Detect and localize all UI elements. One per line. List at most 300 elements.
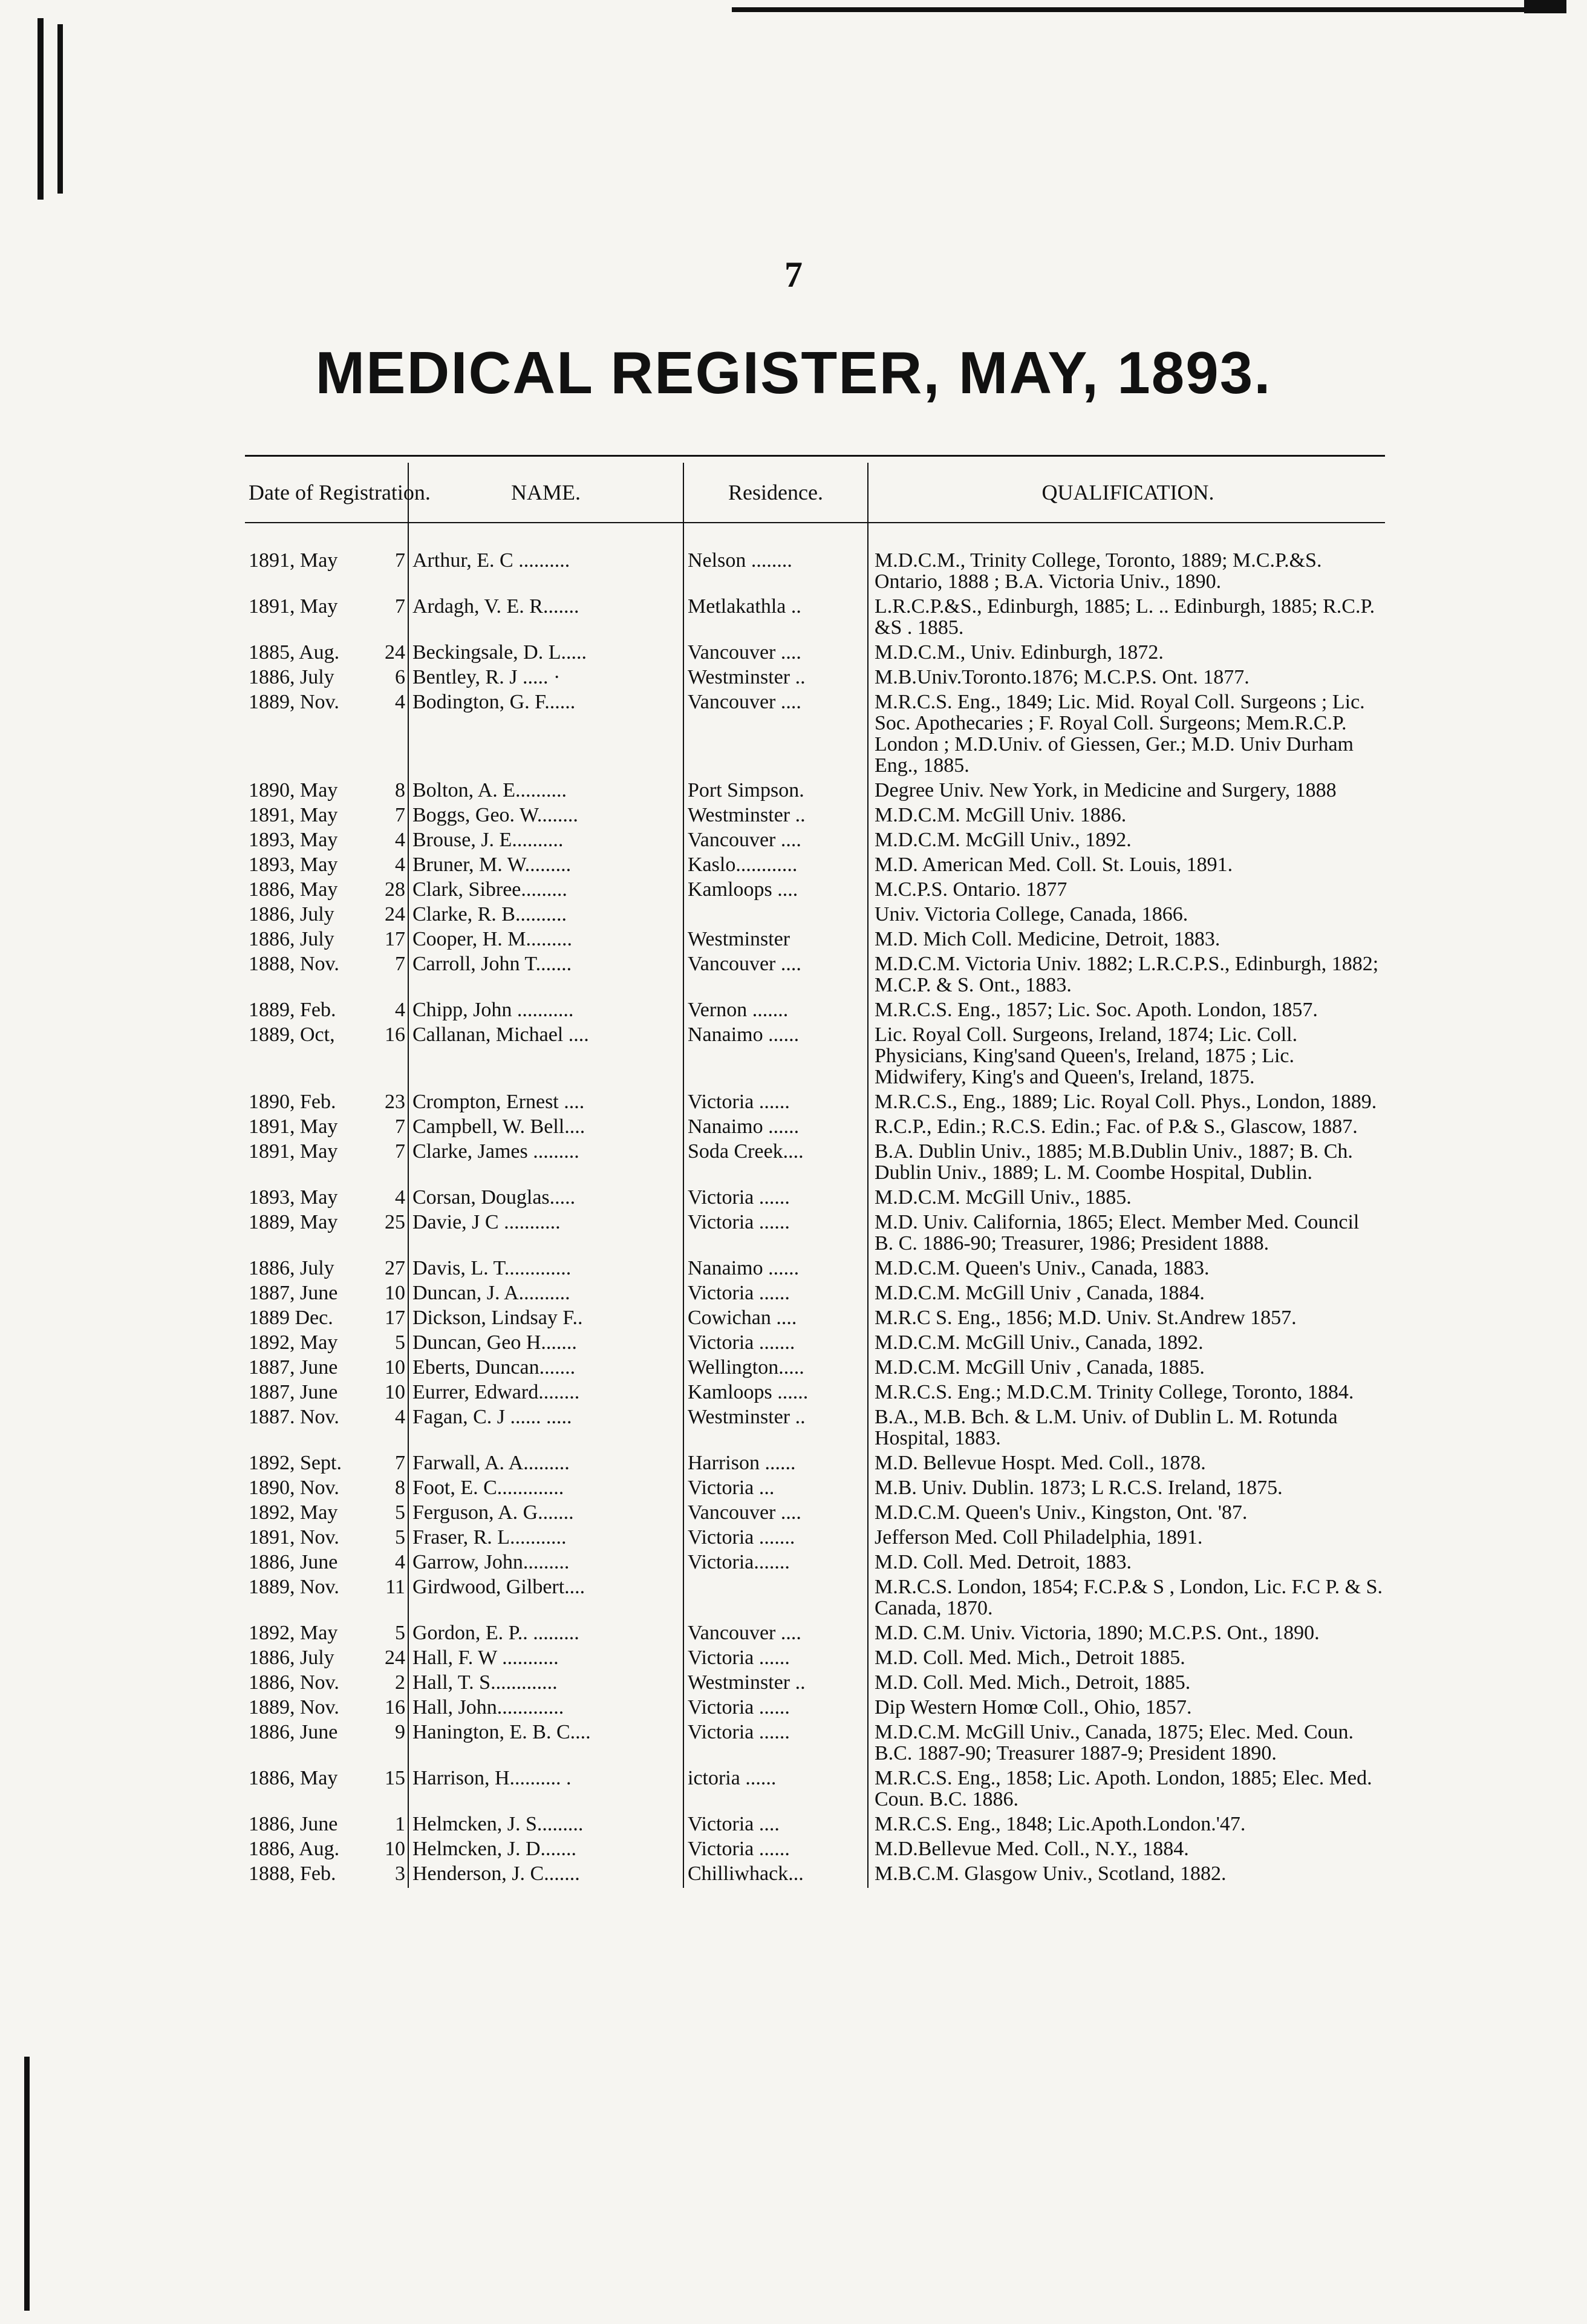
- registration-date-cell: [245, 1502, 408, 1527]
- registration-date: 1893, May: [249, 829, 338, 851]
- registration-day: 10: [385, 1356, 405, 1379]
- registration-date-cell: [245, 1647, 408, 1672]
- registration-day: 4: [395, 691, 405, 713]
- registration-date-cell: [245, 1697, 408, 1722]
- qualification: M.D.C.M. McGill Univ., 1885.: [875, 1186, 1132, 1209]
- registration-date: 1890, Nov.: [249, 1477, 339, 1499]
- table-row: [245, 1502, 1385, 1527]
- qualification: M.D.C.M. Queen's Univ., Canada, 1883.: [875, 1257, 1210, 1279]
- table-row: [245, 1307, 1385, 1332]
- residence: Soda Creek....: [683, 1141, 868, 1187]
- qualification: B.A., M.B. Bch. & L.M. Univ. of Dublin L. M. Rotunda Hospital, 1883.: [875, 1406, 1338, 1449]
- practitioner-name: Harrison, H.......... .: [408, 1767, 683, 1813]
- registration-day: 10: [385, 1838, 405, 1860]
- registration-date-cell: [245, 1527, 408, 1552]
- table-row: [245, 1406, 1385, 1452]
- registration-day: 5: [395, 1331, 405, 1354]
- qualification: M.R.C.S. Eng., 1857; Lic. Soc. Apoth. London, 1857.: [875, 999, 1318, 1021]
- registration-date-cell: [245, 953, 408, 999]
- practitioner-name: Davie, J C ...........: [408, 1212, 683, 1258]
- practitioner-name: Hanington, E. B. C....: [408, 1722, 683, 1767]
- registration-date: 1891, May: [249, 595, 338, 618]
- practitioner-name: Crompton, Ernest ....: [408, 1091, 683, 1116]
- residence: Chilliwhack...: [683, 1863, 868, 1888]
- residence: Wellington.....: [683, 1357, 868, 1382]
- registration-date: 1887, June: [249, 1282, 338, 1304]
- qualification: M.D.C.M. Victoria Univ. 1882; L.R.C.P.S., Edinburgh, 1882; M.C.P. & S. Ont., 1883.: [875, 953, 1379, 996]
- residence: Westminster ..: [683, 667, 868, 691]
- registration-date: 1890, Feb.: [249, 1091, 336, 1113]
- residence: Metlakathla ..: [683, 596, 868, 642]
- registration-date-cell: [245, 929, 408, 953]
- table-row: [245, 642, 1385, 667]
- practitioner-name: Campbell, W. Bell....: [408, 1116, 683, 1141]
- registration-day: 10: [385, 1381, 405, 1403]
- practitioner-name: Garrow, John.........: [408, 1552, 683, 1576]
- registration-date: 1892, May: [249, 1501, 338, 1524]
- registration-date-cell: [245, 1332, 408, 1357]
- registration-day: 7: [395, 1115, 405, 1138]
- practitioner-name: Arthur, E. C ..........: [408, 523, 683, 596]
- table-row: [245, 1091, 1385, 1116]
- practitioner-name: Ferguson, A. G.......: [408, 1502, 683, 1527]
- residence: Nanaimo ......: [683, 1024, 868, 1091]
- registration-day: 6: [395, 666, 405, 688]
- qualification: M.D.C.M., Univ. Edinburgh, 1872.: [875, 641, 1164, 664]
- residence: Kamloops ....: [683, 879, 868, 904]
- table-row: [245, 780, 1385, 805]
- registration-date: 1888, Nov.: [249, 953, 339, 975]
- header-residence: Residence.: [683, 463, 868, 523]
- practitioner-name: Ardagh, V. E. R.......: [408, 596, 683, 642]
- header-qualification: QUALIFICATION.: [868, 463, 1385, 523]
- qualification: M.B.Univ.Toronto.1876; M.C.P.S. Ont. 1877.: [875, 666, 1250, 688]
- registration-day: 7: [395, 1452, 405, 1474]
- qualification: M.D. C.M. Univ. Victoria, 1890; M.C.P.S. Ont., 1890.: [875, 1622, 1320, 1644]
- practitioner-name: Gordon, E. P.. .........: [408, 1622, 683, 1647]
- practitioner-name: Callanan, Michael ....: [408, 1024, 683, 1091]
- scan-edge-mark: [24, 2057, 30, 2311]
- practitioner-name: Clarke, R. B..........: [408, 904, 683, 929]
- practitioner-name: Fraser, R. L...........: [408, 1527, 683, 1552]
- table-row: [245, 1552, 1385, 1576]
- practitioner-name: Duncan, Geo H.......: [408, 1332, 683, 1357]
- registration-day: 4: [395, 1551, 405, 1573]
- registration-day: 7: [395, 953, 405, 975]
- practitioner-name: Henderson, J. C.......: [408, 1863, 683, 1888]
- registration-date-cell: [245, 1863, 408, 1888]
- scan-edge-mark: [37, 18, 44, 200]
- registration-date: 1891, May: [249, 804, 338, 826]
- registration-day: 16: [385, 1696, 405, 1719]
- practitioner-name: Eurrer, Edward........: [408, 1382, 683, 1406]
- qualification: Jefferson Med. Coll Philadelphia, 1891.: [875, 1526, 1203, 1549]
- registration-date: 1886, July: [249, 1647, 334, 1669]
- qualification: M.D.C.M. Queen's Univ., Kingston, Ont. '87.: [875, 1501, 1248, 1524]
- registration-date-cell: [245, 523, 408, 596]
- registration-date: 1892, May: [249, 1331, 338, 1354]
- practitioner-name: Boggs, Geo. W........: [408, 805, 683, 829]
- residence: Nelson ........: [683, 523, 868, 596]
- residence: Kamloops ......: [683, 1382, 868, 1406]
- practitioner-name: Eberts, Duncan.......: [408, 1357, 683, 1382]
- registration-day: 24: [385, 1647, 405, 1669]
- practitioner-name: Dickson, Lindsay F..: [408, 1307, 683, 1332]
- registration-date-cell: [245, 1552, 408, 1576]
- registration-day: 10: [385, 1282, 405, 1304]
- scan-edge-mark: [57, 24, 63, 194]
- practitioner-name: Duncan, J. A..........: [408, 1282, 683, 1307]
- registration-day: 24: [385, 903, 405, 925]
- qualification: R.C.P., Edin.; R.C.S. Edin.; Fac. of P.& S., Glascow, 1887.: [875, 1115, 1358, 1138]
- practitioner-name: Helmcken, J. D.......: [408, 1838, 683, 1863]
- table-row: [245, 1452, 1385, 1477]
- qualification: M.D. Bellevue Hospt. Med. Coll., 1878.: [875, 1452, 1206, 1474]
- registration-day: 5: [395, 1501, 405, 1524]
- table-row: [245, 1813, 1385, 1838]
- registration-day: 2: [395, 1671, 405, 1694]
- registration-day: 4: [395, 854, 405, 876]
- practitioner-name: Girdwood, Gilbert....: [408, 1576, 683, 1622]
- qualification: M.R.C.S. London, 1854; F.C.P.& S , London, Lic. F.C P. & S. Canada, 1870.: [875, 1576, 1383, 1619]
- practitioner-name: Bruner, M. W.........: [408, 854, 683, 879]
- header-date: Date of Registration.: [245, 463, 408, 523]
- registration-day: 4: [395, 999, 405, 1021]
- registration-date-cell: [245, 879, 408, 904]
- residence: Nanaimo ......: [683, 1258, 868, 1282]
- register-body: [245, 523, 1385, 1888]
- registration-date: 1891, May: [249, 1140, 338, 1163]
- table-row: [245, 1722, 1385, 1767]
- residence: Port Simpson.: [683, 780, 868, 805]
- registration-date: 1886, Nov.: [249, 1671, 339, 1694]
- registration-day: 5: [395, 1526, 405, 1549]
- qualification: M.D.C.M. McGill Univ , Canada, 1885.: [875, 1356, 1205, 1379]
- registration-day: 17: [385, 928, 405, 950]
- residence: Vancouver ....: [683, 642, 868, 667]
- qualification: M.R.C.S. Eng., 1849; Lic. Mid. Royal Coll. Surgeons ; Lic. Soc. Apothecaries ; F. Royal Coll. Surgeons; Mem.R.C.P. London ; M.D.Univ. of Giessen, Ger.; M.D. Univ Durham Eng., 1885.: [875, 691, 1365, 777]
- registration-date: 1886, May: [249, 878, 338, 901]
- registration-date-cell: [245, 1187, 408, 1212]
- scan-top-mark: [1524, 0, 1566, 13]
- qualification: M.D.Bellevue Med. Coll., N.Y., 1884.: [875, 1838, 1189, 1860]
- table-row: [245, 1382, 1385, 1406]
- qualification: M.D. Coll. Med. Mich., Detroit, 1885.: [875, 1671, 1191, 1694]
- table-row: [245, 523, 1385, 596]
- residence: Vancouver ....: [683, 1502, 868, 1527]
- registration-date-cell: [245, 642, 408, 667]
- registration-day: 9: [395, 1721, 405, 1743]
- table-row: [245, 1258, 1385, 1282]
- practitioner-name: Beckingsale, D. L.....: [408, 642, 683, 667]
- registration-date: 1886, July: [249, 666, 334, 688]
- practitioner-name: Helmcken, J. S.........: [408, 1813, 683, 1838]
- registration-date-cell: [245, 904, 408, 929]
- practitioner-name: Farwall, A. A.........: [408, 1452, 683, 1477]
- residence: Victoria .......: [683, 1527, 868, 1552]
- registration-date-cell: [245, 1024, 408, 1091]
- registration-date-cell: [245, 1813, 408, 1838]
- header-row: [245, 463, 1385, 523]
- residence: Victoria ......: [683, 1282, 868, 1307]
- practitioner-name: Chipp, John ...........: [408, 999, 683, 1024]
- registration-date-cell: [245, 1722, 408, 1767]
- residence: Victoria ....: [683, 1813, 868, 1838]
- registration-day: 27: [385, 1257, 405, 1279]
- practitioner-name: Bodington, G. F......: [408, 691, 683, 780]
- registration-day: 4: [395, 1406, 405, 1428]
- table-row: [245, 1838, 1385, 1863]
- qualification: M.D.C.M. McGill Univ., Canada, 1875; Elec. Med. Coun. B.C. 1887-90; Treasurer 1887-9; President 1890.: [875, 1721, 1354, 1764]
- registration-date-cell: [245, 1282, 408, 1307]
- registration-date: 1887. Nov.: [249, 1406, 339, 1428]
- residence: [683, 1576, 868, 1622]
- qualification: M.C.P.S. Ontario. 1877: [875, 878, 1067, 901]
- registration-day: 28: [385, 878, 405, 901]
- registration-day: 4: [395, 829, 405, 851]
- registration-day: 3: [395, 1862, 405, 1885]
- registration-day: 11: [385, 1576, 405, 1598]
- qualification: L.R.C.P.&S., Edinburgh, 1885; L. .. Edinburgh, 1885; R.C.P. &S . 1885.: [875, 595, 1375, 639]
- registration-date: 1886, July: [249, 1257, 334, 1279]
- residence: Westminster: [683, 929, 868, 953]
- residence: Vancouver ....: [683, 1622, 868, 1647]
- registration-date: 1887, June: [249, 1381, 338, 1403]
- table-row: [245, 1672, 1385, 1697]
- registration-date: 1888, Feb.: [249, 1862, 336, 1885]
- qualification: M.D. Coll. Med. Detroit, 1883.: [875, 1551, 1132, 1573]
- table-row: [245, 691, 1385, 780]
- table-row: [245, 1576, 1385, 1622]
- qualification: M.D. American Med. Coll. St. Louis, 1891.: [875, 854, 1233, 876]
- registration-date: 1889, Oct,: [249, 1023, 335, 1046]
- practitioner-name: Carroll, John T.......: [408, 953, 683, 999]
- residence: Nanaimo ......: [683, 1116, 868, 1141]
- registration-date: 1893, May: [249, 1186, 338, 1209]
- qualification: Lic. Royal Coll. Surgeons, Ireland, 1874; Lic. Coll. Physicians, King'sand Queen's, Ireland, 1875 ; Lic. Midwifery, King's and Queen's, Ireland, 1875.: [875, 1023, 1298, 1088]
- qualification: M.D.C.M. McGill Univ., Canada, 1892.: [875, 1331, 1204, 1354]
- table-row: [245, 953, 1385, 999]
- registration-date-cell: [245, 1141, 408, 1187]
- registration-date-cell: [245, 1091, 408, 1116]
- registration-date: 1886, June: [249, 1721, 338, 1743]
- registration-date-cell: [245, 999, 408, 1024]
- practitioner-name: Clarke, James .........: [408, 1141, 683, 1187]
- residence: Victoria .......: [683, 1332, 868, 1357]
- registration-date-cell: [245, 829, 408, 854]
- registration-date: 1889, Feb.: [249, 999, 336, 1021]
- registration-day: 23: [385, 1091, 405, 1113]
- registration-day: 17: [385, 1307, 405, 1329]
- table-row: [245, 1141, 1385, 1187]
- table-row: [245, 999, 1385, 1024]
- residence: Kaslo............: [683, 854, 868, 879]
- registration-date: 1886, June: [249, 1551, 338, 1573]
- registration-date: 1891, May: [249, 549, 338, 572]
- registration-date-cell: [245, 805, 408, 829]
- qualification: M.D.C.M. McGill Univ , Canada, 1884.: [875, 1282, 1205, 1304]
- qualification: Degree Univ. New York, in Medicine and Surgery, 1888: [875, 779, 1337, 801]
- registration-date: 1886, May: [249, 1767, 338, 1789]
- residence: Victoria ......: [683, 1212, 868, 1258]
- table-row: [245, 1622, 1385, 1647]
- qualification: M.R.C S. Eng., 1856; M.D. Univ. St.Andrew 1857.: [875, 1307, 1297, 1329]
- registration-day: 15: [385, 1767, 405, 1789]
- table-row: [245, 879, 1385, 904]
- registration-date: 1889 Dec.: [249, 1307, 333, 1329]
- registration-date: 1885, Aug.: [249, 641, 340, 664]
- residence: Victoria ......: [683, 1091, 868, 1116]
- residence: Victoria ......: [683, 1187, 868, 1212]
- table-row: [245, 1024, 1385, 1091]
- scan-top-mark: [732, 7, 1536, 12]
- registration-date-cell: [245, 1672, 408, 1697]
- table-row: [245, 1187, 1385, 1212]
- table-row: [245, 667, 1385, 691]
- residence: Victoria ......: [683, 1647, 868, 1672]
- residence: Victoria ......: [683, 1838, 868, 1863]
- residence: Victoria ......: [683, 1722, 868, 1767]
- qualification: M.B.C.M. Glasgow Univ., Scotland, 1882.: [875, 1862, 1227, 1885]
- registration-day: 24: [385, 641, 405, 664]
- table-row: [245, 1332, 1385, 1357]
- table-row: [245, 596, 1385, 642]
- registration-day: 5: [395, 1622, 405, 1644]
- qualification: M.D.C.M. McGill Univ. 1886.: [875, 804, 1127, 826]
- table-row: [245, 929, 1385, 953]
- registration-day: 4: [395, 1186, 405, 1209]
- registration-day: 7: [395, 1140, 405, 1163]
- practitioner-name: Brouse, J. E..........: [408, 829, 683, 854]
- table-row: [245, 1767, 1385, 1813]
- residence: Vancouver ....: [683, 829, 868, 854]
- registration-day: 8: [395, 1477, 405, 1499]
- registration-date: 1886, July: [249, 903, 334, 925]
- residence: Westminster ..: [683, 1406, 868, 1452]
- qualification: M.D.C.M., Trinity College, Toronto, 1889; M.C.P.&S. Ontario, 1888 ; B.A. Victoria Univ., 1890.: [875, 549, 1322, 593]
- registration-day: 16: [385, 1023, 405, 1046]
- qualification: M.D. Coll. Med. Mich., Detroit 1885.: [875, 1647, 1185, 1669]
- qualification: M.R.C.S. Eng.; M.D.C.M. Trinity College, Toronto, 1884.: [875, 1381, 1354, 1403]
- practitioner-name: Corsan, Douglas.....: [408, 1187, 683, 1212]
- title-rule: [245, 455, 1385, 457]
- page-title: MEDICAL REGISTER, MAY, 1893.: [315, 339, 1272, 406]
- registration-date: 1889, Nov.: [249, 691, 339, 713]
- registration-date-cell: [245, 1406, 408, 1452]
- registration-date: 1886, Aug.: [249, 1838, 340, 1860]
- qualification: M.D. Univ. California, 1865; Elect. Member Med. Council B. C. 1886-90; Treasurer, 1986; President 1888.: [875, 1211, 1360, 1255]
- registration-date: 1891, Nov.: [249, 1526, 339, 1549]
- registration-date-cell: [245, 1307, 408, 1332]
- registration-day: 7: [395, 804, 405, 826]
- registration-date-cell: [245, 1382, 408, 1406]
- qualification: M.D.C.M. McGill Univ., 1892.: [875, 829, 1132, 851]
- residence: ictoria ......: [683, 1767, 868, 1813]
- qualification: Dip Western Homœ Coll., Ohio, 1857.: [875, 1696, 1192, 1719]
- registration-date-cell: [245, 854, 408, 879]
- qualification: B.A. Dublin Univ., 1885; M.B.Dublin Univ., 1887; B. Ch. Dublin Univ., 1889; L. M. Coombe Hospital, Dublin.: [875, 1140, 1353, 1184]
- residence: Vancouver ....: [683, 691, 868, 780]
- registration-date: 1890, May: [249, 779, 338, 801]
- registration-day: 25: [385, 1211, 405, 1233]
- registration-date: 1889, Nov.: [249, 1576, 339, 1598]
- table-row: [245, 1647, 1385, 1672]
- registration-date-cell: [245, 1258, 408, 1282]
- registration-date-cell: [245, 667, 408, 691]
- residence: Westminster ..: [683, 805, 868, 829]
- practitioner-name: Bolton, A. E..........: [408, 780, 683, 805]
- registration-date-cell: [245, 1212, 408, 1258]
- residence: Harrison ......: [683, 1452, 868, 1477]
- qualification: M.R.C.S. Eng., 1848; Lic.Apoth.London.'47.: [875, 1813, 1246, 1835]
- registration-date-cell: [245, 1477, 408, 1502]
- registration-date-cell: [245, 780, 408, 805]
- registration-date: 1893, May: [249, 854, 338, 876]
- registration-date-cell: [245, 1622, 408, 1647]
- table-row: [245, 1697, 1385, 1722]
- table-row: [245, 904, 1385, 929]
- registration-day: 7: [395, 549, 405, 572]
- residence: Victoria ......: [683, 1697, 868, 1722]
- table-row: [245, 1282, 1385, 1307]
- registration-day: 8: [395, 779, 405, 801]
- registration-date-cell: [245, 1452, 408, 1477]
- table-row: [245, 1527, 1385, 1552]
- practitioner-name: Bentley, R. J ..... ·: [408, 667, 683, 691]
- practitioner-name: Hall, John.............: [408, 1697, 683, 1722]
- qualification: M.R.C.S. Eng., 1858; Lic. Apoth. London, 1885; Elec. Med. Coun. B.C. 1886.: [875, 1767, 1372, 1810]
- table-row: [245, 1212, 1385, 1258]
- registration-date: 1886, June: [249, 1813, 338, 1835]
- table-row: [245, 1357, 1385, 1382]
- table-row: [245, 829, 1385, 854]
- residence: Cowichan ....: [683, 1307, 868, 1332]
- registration-date: 1887, June: [249, 1356, 338, 1379]
- header-name: NAME.: [408, 463, 683, 523]
- registration-date: 1891, May: [249, 1115, 338, 1138]
- registration-date: 1886, July: [249, 928, 334, 950]
- practitioner-name: Cooper, H. M.........: [408, 929, 683, 953]
- registration-date-cell: [245, 691, 408, 780]
- registration-date-cell: [245, 1576, 408, 1622]
- registration-date-cell: [245, 1116, 408, 1141]
- practitioner-name: Fagan, C. J ...... .....: [408, 1406, 683, 1452]
- registration-date: 1892, May: [249, 1622, 338, 1644]
- table-row: [245, 805, 1385, 829]
- residence: Westminster ..: [683, 1672, 868, 1697]
- practitioner-name: Hall, F. W ...........: [408, 1647, 683, 1672]
- table-row: [245, 1477, 1385, 1502]
- table-row: [245, 1116, 1385, 1141]
- table-row: [245, 854, 1385, 879]
- registration-date: 1892, Sept.: [249, 1452, 342, 1474]
- qualification: M.D. Mich Coll. Medicine, Detroit, 1883.: [875, 928, 1220, 950]
- residence: Victoria ...: [683, 1477, 868, 1502]
- qualification: M.B. Univ. Dublin. 1873; L R.C.S. Ireland, 1875.: [875, 1477, 1283, 1499]
- practitioner-name: Hall, T. S.............: [408, 1672, 683, 1697]
- registration-date-cell: [245, 1767, 408, 1813]
- residence: [683, 904, 868, 929]
- registration-day: 1: [395, 1813, 405, 1835]
- table-row: [245, 1863, 1385, 1888]
- registration-date: 1889, May: [249, 1211, 338, 1233]
- practitioner-name: Foot, E. C.............: [408, 1477, 683, 1502]
- registration-date-cell: [245, 1357, 408, 1382]
- registration-date: 1889, Nov.: [249, 1696, 339, 1719]
- practitioner-name: Clark, Sibree.........: [408, 879, 683, 904]
- register-table: [245, 463, 1385, 1888]
- residence: Vernon .......: [683, 999, 868, 1024]
